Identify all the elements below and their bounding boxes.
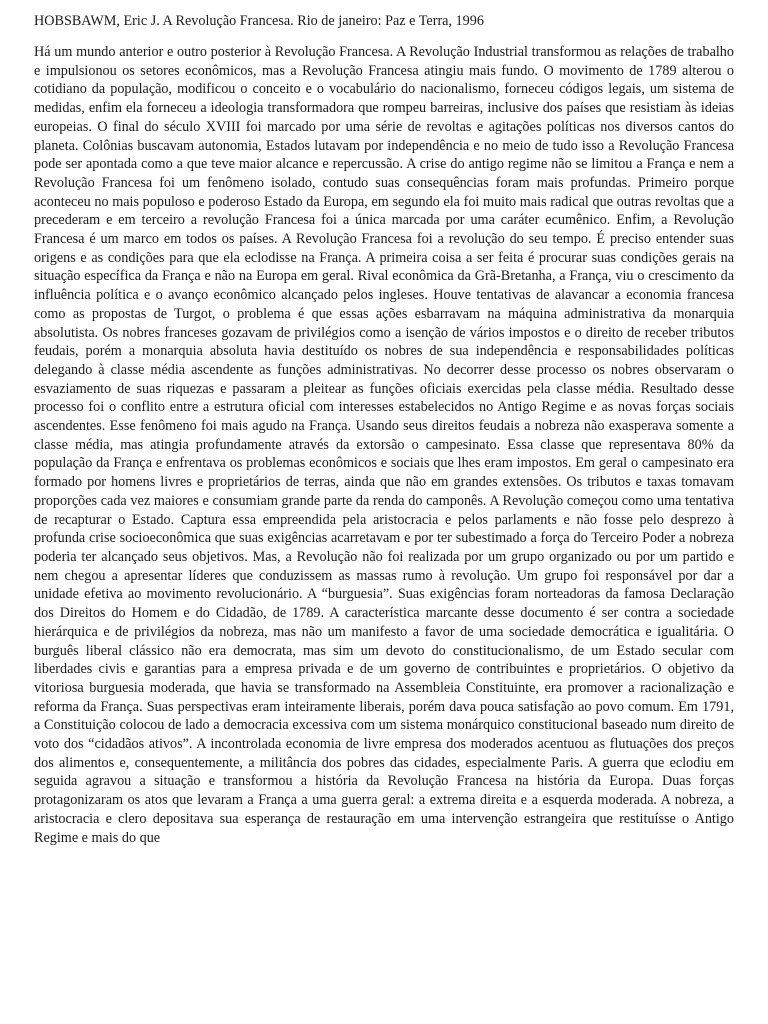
bibliographic-reference: HOBSBAWM, Eric J. A Revolução Francesa. Rio de janeiro: Paz e Terra, 1996 [34, 13, 484, 29]
body-paragraph: Há um mundo anterior e outro posterior à Revolução Francesa. A Revolução Industrial transformou as relações de trabalho e impulsionou os setores econômicos, mas a Revolução Francesa atingiu mais fundo. O movimento de 1789 alterou o cotidiano da população, modificou o conceito e o vocabulário do nacionalismo, forneceu códigos legais, um sistema de medidas, enfim ela forneceu a ideologia transformadora que rompeu barreiras, inclusive dos países que resistiam às ideias europeias. O final do século XVIII foi marcado por uma série de revoltas e agitações políticas nos diversos cantos do planeta. Colônias buscavam autonomia, Estados lutavam por independência e no meio de tudo isso a Revolução Francesa pode ser apontada como a que teve maior alcance e repercussão. A crise do antigo regime não se limitou a França e nem a Revolução Francesa foi um fenômeno isolado, contudo suas consequências foram mais profundas. Primeiro porque aconteceu no mais populoso e poderoso Estado da Europa, em segundo ela foi muito mais radical que outras revoltas que a precederam e em terceiro a revolução Francesa foi a única marcada por uma caráter ecumênico. Enfim, a Revolução Francesa é um marco em todos os países. A Revolução Francesa foi a revolução do seu tempo. É preciso entender suas origens e as condições para que ela eclodisse na França. A primeira coisa a ser feita é procurar suas condições gerais na situação específica da França e não na Europa em geral. Rival econômica da Grã-Bretanha, a França, viu o crescimento da influência política e o avanço econômico alcançado pelos ingleses. Houve tentativas de alavancar a economia francesa como as propostas de Turgot, o problema é que essas ações esbarravam na máquina administrativa da monarquia absolutista. Os nobres franceses gozavam de privilégios como a isenção de vários impostos e o direito de receber tributos feudais, porém a monarquia absoluta havia destituído os nobres de sua independência e responsabilidades políticas delegando à classe média ascendente as funções administrativas. No decorrer desse processo os nobres observaram o esvaziamento de suas riquezas e passaram a pleitear as funções oficiais exercidas pela classe média. Resultado desse processo foi o conflito entre a estrutura oficial com interesses estabelecidos no Antigo Regime e as novas forças sociais ascendentes. Esse fenômeno foi mais agudo na França. Usando seus direitos feudais a nobreza não exasperava somente a classe média, mas atingia profundamente através da extorsão o campesinato. Essa classe que representava 80% da população da França e enfrentava os problemas econômicos e sociais que lhes eram impostos. Em geral o campesinato era formado por homens livres e proprietários de terras, ainda que não em grandes extensões. Os tributos e taxas tomavam proporções cada vez maiores e consumiam grande parte da renda do camponês. A Revolução começou como uma tentativa de recapturar o Estado. Captura essa empreendida pela aristocracia e pelos parlaments e não fosse pelo desprezo à profunda crise socioeconômica que suas exigências acarretavam e por ter subestimado a força do Terceiro Poder a nobreza poderia ter alcançado seus objetivos. Mas, a Revolução não foi realizada por um grupo organizado ou por um partido e nem chegou a apresentar líderes que conduzissem as massas rumo à revolução. Um grupo foi responsável por dar a unidade efetiva ao movimento revolucionário. A “burguesia”. Suas exigências foram norteadoras da famosa Declaração dos Direitos do Homem e do Cidadão, de 1789. A característica marcante desse documento é ser contra a sociedade hierárquica e de privilégios da nobreza, mas não um manifesto a favor de uma sociedade democrática e igualitária. O burguês liberal clássico não era democrata, mas sim um devoto do constitucionalismo, de um Estado secular com liberdades civis e garantias para a empresa privada e de um governo de contribuintes e proprietários. O objetivo da vitoriosa burguesia moderada, que havia se transformado na Assembleia Constituinte, era promover a racionalização e reforma da França. Suas perspectivas eram inteiramente liberais, porém dava pouca satisfação ao povo comum. Em 1791, a Constituição colocou de lado a democracia excessiva com um sistema monárquico constitucional baseado num direito de voto dos “cidadãos ativos”. A incontrolada economia de livre empresa dos moderados acentuou as flutuações dos preços dos alimentos e, consequentemente, a militância dos pobres das cidades, especialmente Paris. A guerra que eclodiu em seguida agravou a situação e transformou a história da Revolução Francesa na história da Europa. Duas forças protagonizaram os atos que levaram a França a uma guerra geral: a extrema direita e a esquerda moderada. A nobreza, a aristocracia e clero depositava sua esperança de restauração em uma intervenção estrangeira que restituísse o Antigo Regime e mais do que [34, 44, 734, 846]
document-page [34, 12, 734, 847]
